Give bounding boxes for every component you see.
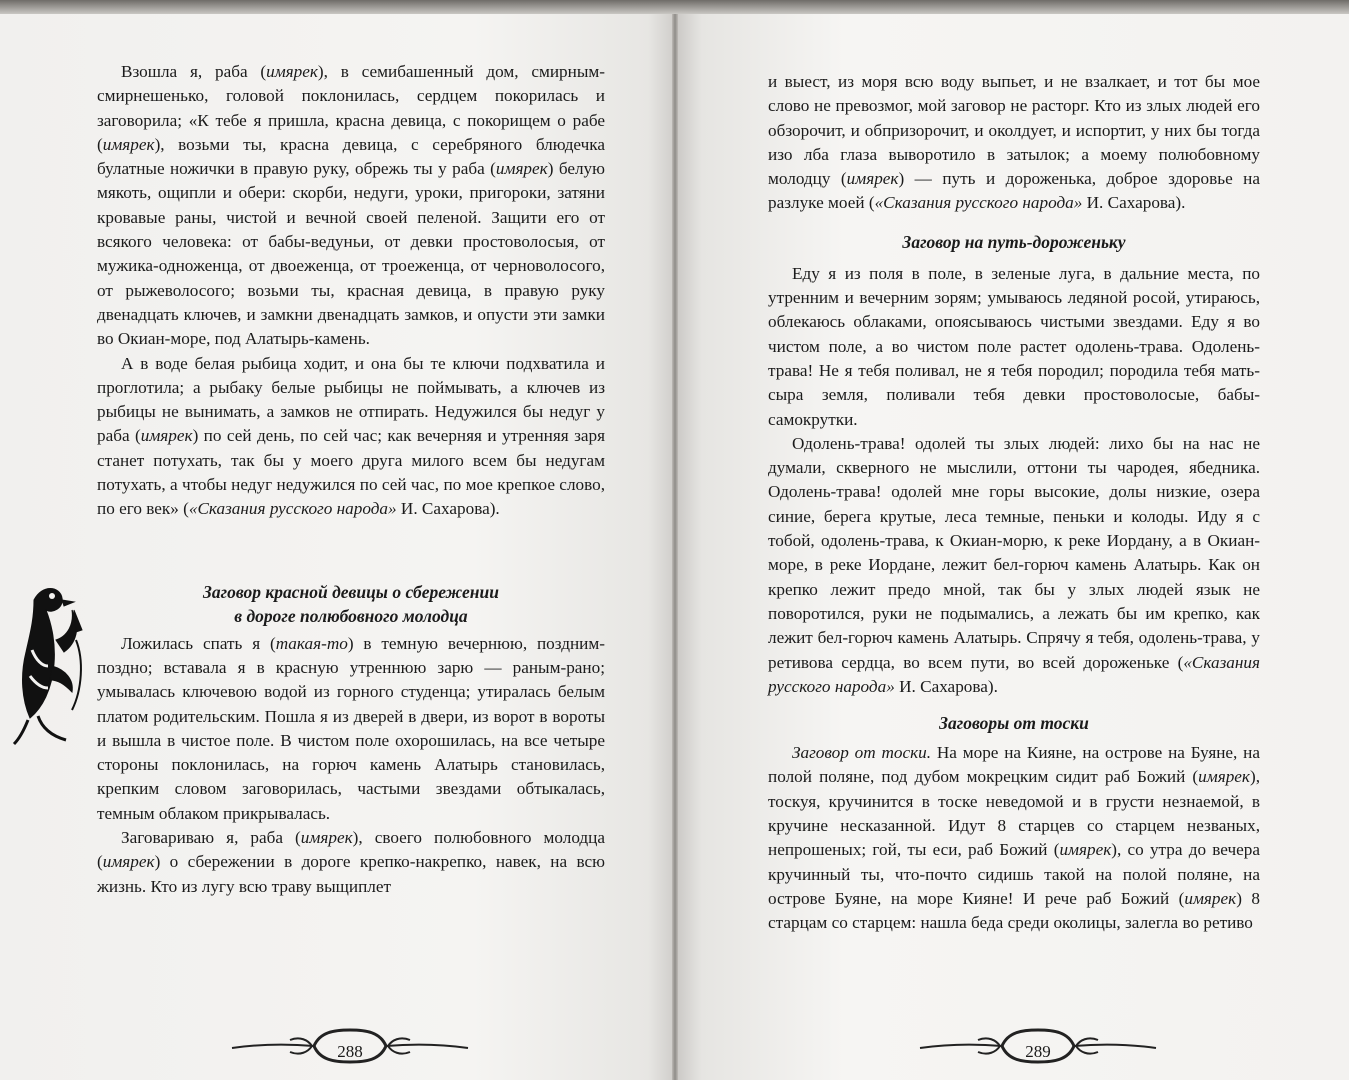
page-number-right: 289 bbox=[1025, 1042, 1051, 1061]
book-top-edge bbox=[0, 0, 1349, 14]
left-text-column bbox=[97, 60, 605, 899]
right-page bbox=[675, 14, 1349, 1080]
left-paragraph-1: Взошла я, раба (имярек), в семибашенный дом, смирным-смирнешенько, головой поклонилась, сердцем покорилась и заговорила; «К тебе я пришла, красна девица, с покорищем о рабе (имярек), возьми ты, красна девица, с серебряного блюдечка булатные ножички в правую руку, обрежь ты у раба (имярек) белую мякоть, ощипли и обери: скорби, недуги, уроки, пригороки, затяни кровавые раны, чистой и вечной своей пеленой. Защити его от всякого человека: от бабы-ведуньи, от девки простоволосыя, от мужика-одноженца, от двоеженца, от троеженца, от черноволосого, от рыжеволосого; возьми ты, красная девица, в правую руку двенадцать ключев, и замкни двенадцать замков, и опусти эти замки во Окиан-море, под Алатырь-камень. bbox=[97, 62, 605, 349]
right-paragraph-1: и выест, из моря всю воду выпьет, и не взалкает, и тот бы мое слово не превозмог, мой заговор не расторг. Кто из злых людей его обзорочит, и обпризорочит, и околдует, и испортит, у них бы тогда изо лба глаза выворотило в затылок; а моему полюбовному молодцу (имярек) — путь и дороженька, доброе здоровье на разлуке моей («Сказания русского народа» И. Сахарова). bbox=[768, 72, 1260, 213]
right-section-heading-1: Заговор на путь-дороженьку bbox=[902, 231, 1126, 252]
page-number-left: 288 bbox=[337, 1042, 363, 1061]
left-paragraph-2: А в воде белая рыбица ходит, и она бы те ключи подхватила и проглотила; а рыбаку белые рыбицы не поймывать, а ключев из рыбицы не вынимать, а замков не отпирать. Недужился бы недуг у раба (имярек) по сей день, по сей час; как вечерняя и утренняя заря станет потухать, так бы у моего друга милого всем бы недугам потухать, а чтобы недуг недужился по сей час, по мое крепкое слово, по его век» («Сказания русского народа» И. Сахарова). bbox=[97, 353, 605, 519]
right-paragraph-3: Одолень-трава! одолей ты злых людей: лихо бы на нас не думали, скверного не мыслили, оттони ты чародея, ябедника. Одолень-трава! одолей мне горы высокие, долы низкие, озера синие, берега крутые, леса темные, пеньки и колоды. Иду я с тобой, одолень-трава, к Окиан-морю, к реке Иордану, а в Окиан-море, в реке Иордане, лежит бел-горюч камень Алатырь. Как он крепко лежит предо мной, так бы у злых людей язык не поворотился, руки не подымались, а лежать бы им крепко, как лежит бел-горюч камень Алатырь. Спрячу я тебя, одолень-трава, у ретивова сердца, во всем пути, во всей дороженьке («Сказания русского народа» И. Сахарова). bbox=[768, 433, 1260, 696]
left-section-heading: Заговор красной девицы о сбережении в дороге полюбовного молодца bbox=[203, 581, 499, 626]
right-paragraph-4: Заговор от тоски. На море на Кияне, на острове на Буяне, на полой поляне, под дубом мокрецким сидит раб Божий (имярек), тоскуя, кручинится в тоске неведомой и в грусти незнаемой, в кручине несказанной. Идут 8 старцев со старцем незваных, непрошеных; гой, ты еси, раб Божий (имярек), со утра до вечера кручинный ты, что-почто сидишь такой на полой поляне, на острове Буяне, на море Кияне! И рече раб Божий (имярек) 8 старцам со старцем: нашла беда среди околицы, залегла во ретиво bbox=[768, 743, 1260, 933]
right-section-heading-2: Заговоры от тоски bbox=[939, 713, 1089, 734]
left-paragraph-3: Ложилась спать я (такая-то) в темную вечернюю, поздним-поздно; вставала я в красную утреннюю зарю — раным-рано; умывалась ключевою водой из горного студенца; утиралась белым платом родительским. Пошла я из дверей в двери, из ворот в вороты и вышла в чистое поле. В чистом поле охорошилась, на все четыре стороны поклонилась, на горюч камень Алатырь становилась, крепким словом заговорилась, частыми звездами обтыкалась, темным облаком прикрывалась. bbox=[97, 633, 605, 823]
book-gutter bbox=[672, 14, 678, 1080]
left-page bbox=[0, 14, 675, 1080]
right-text-column bbox=[768, 70, 1260, 936]
right-paragraph-2: Еду я из поля в поле, в зеленые луга, в дальние места, по утренним и вечерним зорям; умываюсь ледяной росой, утираюсь, облекаюсь облаками, опоясываюсь чистыми звездами. Еду я во чистом поле, а во чистом поле растет одолень-трава. Одолень-трава! Не я тебя поливал, не я тебя породил; породила тебя мать-сыра земля, поливали тебя девки простоволосые, бабы-самокрутки. bbox=[768, 263, 1260, 429]
left-paragraph-4: Заговариваю я, раба (имярек), своего полюбовного молодца (имярек) о сбережении в дороге крепко-накрепко, навек, на всю жизнь. Кто из лугу всю траву выщиплет bbox=[97, 828, 605, 896]
folk-bird-ornament-icon bbox=[12, 580, 92, 750]
